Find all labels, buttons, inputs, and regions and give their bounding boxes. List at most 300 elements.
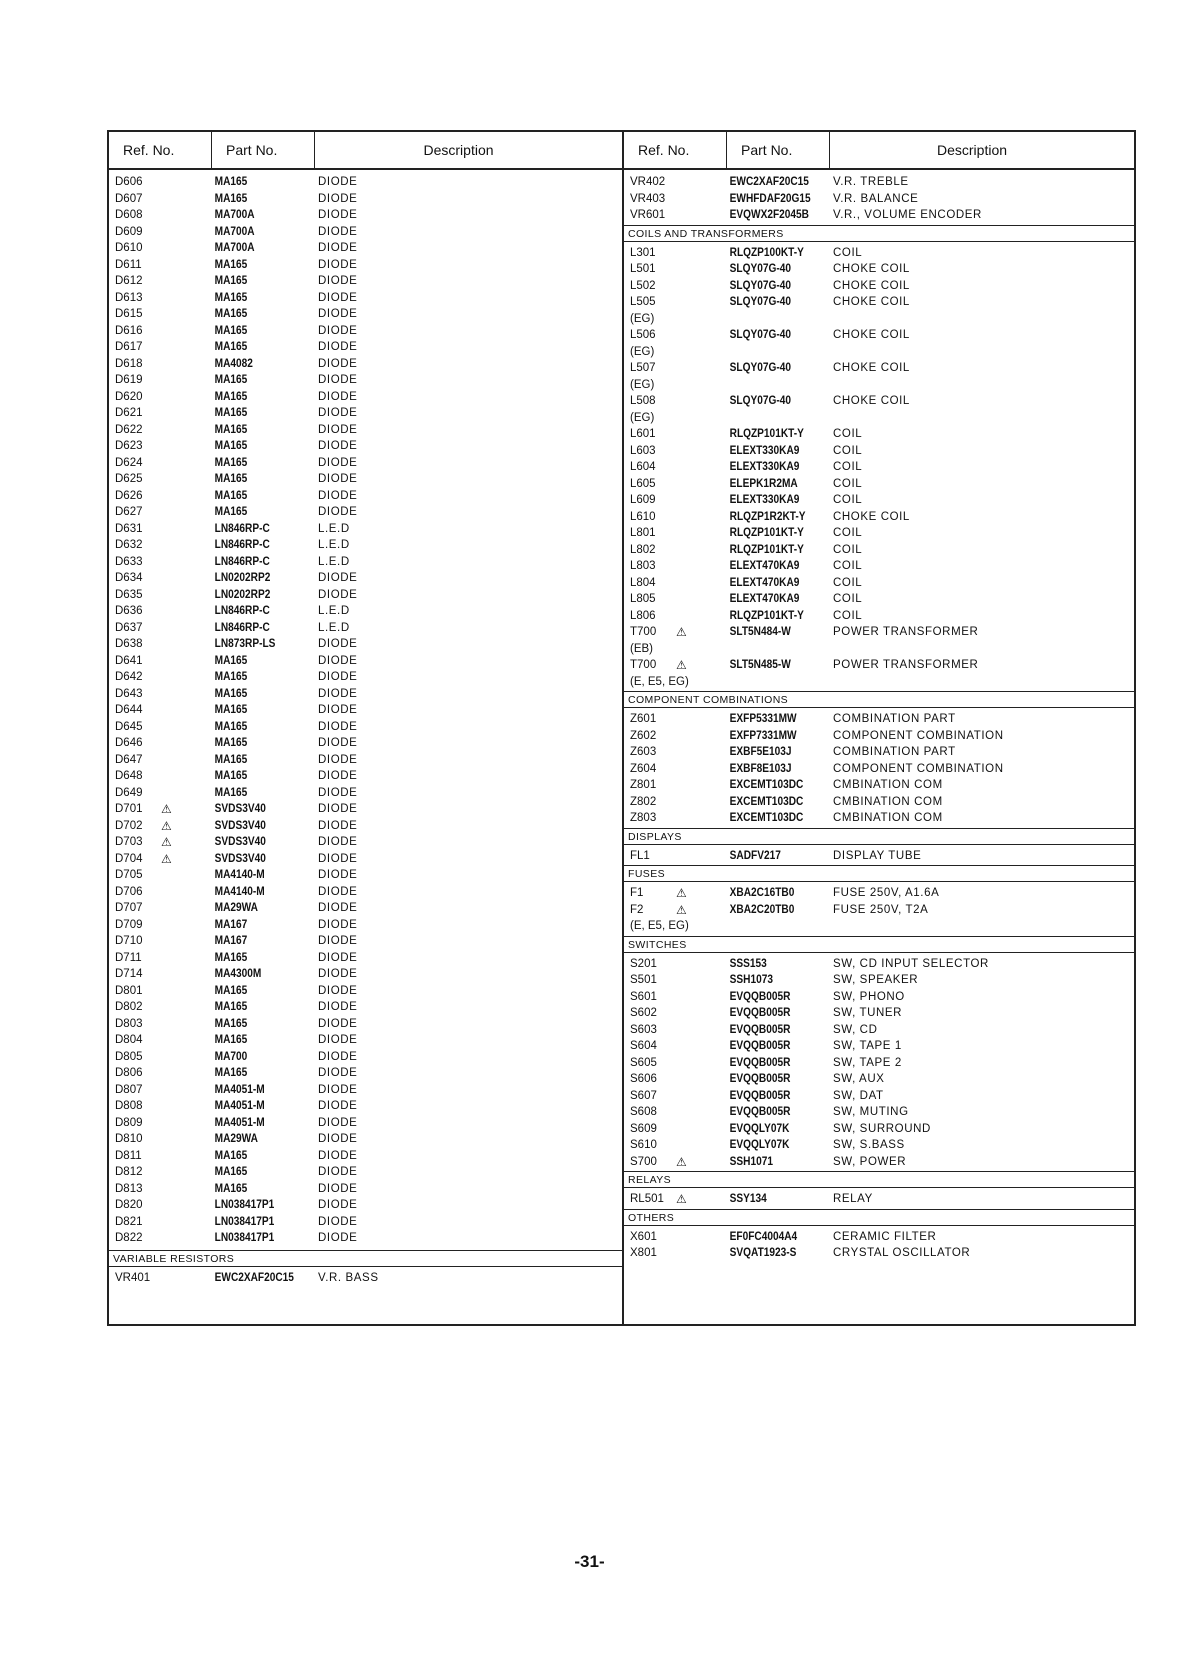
description-cell: SW, PHONO [833, 990, 905, 1003]
table-row [109, 1115, 622, 1132]
description-cell: CMBINATION COM [833, 795, 943, 808]
ref-no-cell: Z801 [630, 779, 657, 791]
description-cell: DIODE [318, 1100, 358, 1112]
table-row [109, 372, 622, 389]
ref-no-cell: D616 [115, 324, 143, 337]
description-cell: DIODE [318, 654, 358, 667]
warning-triangle-icon: ⚠ [676, 625, 687, 639]
table-row [109, 1049, 622, 1066]
part-no-cell: EXFP7331MW [729, 729, 797, 742]
ref-no-cell: T700 ⚠ [630, 625, 687, 639]
description-cell: DIODE [318, 1050, 358, 1063]
ref-no-cell: S603 [630, 1023, 657, 1036]
part-no-cell: EVQQB005R [729, 1023, 791, 1036]
description-cell: COMPONENT COMBINATION [833, 762, 1004, 775]
description-cell: COIL [833, 560, 863, 572]
table-row [624, 509, 1134, 526]
description-cell: DIODE [318, 1067, 358, 1079]
description-cell: CHOKE COIL [833, 279, 910, 292]
description-cell: DIODE [318, 638, 358, 650]
ref-no-cell: (EB) [630, 642, 653, 655]
ref-no-cell: D649 [115, 786, 143, 799]
description-cell: DIODE [318, 324, 358, 337]
part-no-cell: MA4140-M [214, 885, 265, 898]
part-no-cell: MA4051-M [214, 1083, 265, 1096]
part-no-cell: MA165 [214, 1149, 248, 1162]
ref-no-cell: D810 [115, 1133, 143, 1145]
part-no-cell: MA167 [214, 935, 248, 947]
description-cell: DIODE [318, 720, 358, 733]
part-no-cell: MA700 [214, 1050, 248, 1063]
part-no-cell: SVDS3V40 [214, 836, 266, 848]
part-no-cell: EWC2XAF20C15 [729, 176, 809, 188]
ref-no-cell: S201 [630, 957, 657, 970]
description-cell: FUSE 250V, A1.6A [833, 887, 940, 899]
table-row [109, 1016, 622, 1033]
description-cell: POWER TRANSFORMER [833, 659, 979, 671]
description-cell: SW, CD INPUT SELECTOR [833, 957, 989, 970]
description-cell: DIODE [318, 407, 358, 419]
table-row [624, 1055, 1134, 1072]
ref-no-cell: (EG) [630, 345, 655, 358]
table-row [624, 311, 1134, 328]
part-no-cell: SLQY07G-40 [729, 329, 791, 341]
ref-no-cell: L802 [630, 543, 656, 556]
table-row [624, 728, 1134, 745]
table-row [109, 933, 622, 950]
table-row [624, 794, 1134, 811]
description-cell: SW, TUNER [833, 1007, 903, 1019]
ref-no-cell: L507 [630, 362, 656, 374]
table-row [624, 207, 1134, 224]
ref-no-cell: (EG) [630, 312, 655, 325]
description-cell: L.E.D [318, 522, 350, 535]
description-cell: DIODE [318, 1182, 358, 1195]
ref-no-cell: D608 [115, 209, 143, 221]
ref-no-cell: D821 [115, 1215, 143, 1228]
description-cell: DIODE [318, 209, 358, 221]
description-cell: SW, SPEAKER [833, 974, 919, 986]
table-row [109, 653, 622, 670]
part-no-cell: SVDS3V40 [214, 819, 266, 832]
ref-no-cell: D642 [115, 671, 143, 683]
part-no-cell: MA4082 [214, 357, 253, 370]
ref-no-cell: D624 [115, 456, 143, 469]
table-row [109, 323, 622, 340]
table-row [109, 917, 622, 934]
ref-no-cell: D607 [115, 192, 143, 205]
part-no-cell: SLQY07G-40 [729, 362, 791, 374]
ref-no-cell: D710 [115, 935, 143, 947]
table-row [109, 1032, 622, 1049]
ref-no-cell: D801 [115, 984, 143, 997]
description-cell: COIL [833, 609, 863, 622]
part-no-cell: XBA2C20TB0 [729, 903, 795, 916]
table-row [109, 1164, 622, 1181]
part-no-header: Part No. [727, 132, 830, 168]
table-row [109, 224, 622, 241]
table-row [109, 950, 622, 967]
part-no-cell: MA165 [214, 984, 248, 997]
ref-no-cell: L505 [630, 296, 656, 308]
description-cell: COIL [833, 444, 863, 457]
description-cell [830, 641, 1134, 658]
description-cell: DIODE [318, 1001, 358, 1013]
part-no-cell: MA700A [214, 209, 255, 221]
ref-no-cell: D706 [115, 885, 143, 898]
part-no-cell: RLQZP100KT-Y [729, 246, 804, 259]
description-cell: COIL [833, 543, 863, 556]
table-row [109, 339, 622, 356]
ref-no-cell: D714 [115, 968, 143, 980]
ref-no-cell: D709 [115, 918, 143, 931]
part-no-cell: LN846RP-C [214, 621, 270, 634]
description-cell: DIODE [318, 1215, 358, 1228]
ref-no-cell: D820 [115, 1199, 143, 1211]
ref-no-cell: S607 [630, 1089, 657, 1102]
part-no-cell: EXBF5E103J [729, 746, 792, 758]
right-body [624, 170, 1134, 1262]
ref-no-cell: D612 [115, 275, 143, 287]
ref-no-cell: D711 [115, 951, 142, 964]
part-no-cell: SLT5N485-W [729, 659, 791, 671]
table-row [624, 956, 1134, 973]
description-cell: V.R., VOLUME ENCODER [833, 209, 982, 221]
description-cell [830, 377, 1134, 394]
table-row [624, 1229, 1134, 1246]
description-cell: SW, MUTING [833, 1106, 909, 1118]
description-cell: COIL [833, 461, 863, 473]
description-cell: DIODE [318, 885, 358, 898]
part-no-cell: MA4051-M [214, 1116, 265, 1129]
description-cell: DIODE [318, 390, 358, 403]
part-no-cell: EXCEMT103DC [729, 779, 804, 791]
warning-triangle-icon: ⚠ [161, 835, 172, 849]
ref-no-cell: (EG) [630, 378, 655, 391]
description-cell: DIODE [318, 803, 358, 815]
section-heading: COILS AND TRANSFORMERS [624, 225, 1134, 242]
part-no-cell: LN038417P1 [214, 1199, 275, 1211]
description-cell: COIL [833, 527, 863, 539]
table-row [624, 426, 1134, 443]
part-no-cell: LN846RP-C [214, 605, 270, 617]
description-cell [830, 311, 1134, 328]
part-no-cell: MA165 [214, 1067, 248, 1079]
table-row [624, 1104, 1134, 1121]
description-cell: COIL [833, 494, 863, 506]
table-row [109, 240, 622, 257]
description-cell: COIL [833, 593, 863, 605]
ref-no-cell: D620 [115, 390, 143, 403]
table-row [109, 1098, 622, 1115]
part-no-cell: EVQQB005R [729, 1056, 791, 1069]
ref-no-cell: X601 [630, 1230, 657, 1243]
table-row [624, 711, 1134, 728]
description-cell: DIODE [318, 951, 358, 964]
part-no-cell: EWC2XAF20C15 [214, 1271, 294, 1284]
part-no-cell [727, 918, 818, 935]
table-row [109, 735, 622, 752]
description-cell: CHOKE COIL [833, 510, 910, 523]
ref-no-cell: T700 ⚠ [630, 658, 687, 672]
part-no-cell: SVQAT1923-S [729, 1247, 797, 1259]
part-no-cell: SSH1071 [729, 1155, 773, 1168]
part-no-cell [727, 641, 818, 658]
description-cell: DIODE [318, 1149, 358, 1162]
ref-no-cell: Z604 [630, 762, 657, 775]
warning-triangle-icon: ⚠ [676, 1192, 687, 1206]
table-row [109, 570, 622, 587]
table-row [109, 768, 622, 785]
ref-no-cell: Z802 [630, 795, 657, 808]
table-row [624, 443, 1134, 460]
table-row [109, 1270, 622, 1287]
description-cell: CMBINATION COM [833, 779, 943, 791]
table-row [624, 608, 1134, 625]
ref-no-cell: D803 [115, 1017, 143, 1030]
description-cell: DIODE [318, 374, 358, 386]
table-row [624, 848, 1134, 865]
table-row [109, 1148, 622, 1165]
description-cell: DIODE [318, 819, 358, 832]
description-cell: COIL [833, 246, 863, 259]
table-row [624, 1191, 1134, 1208]
part-no-cell: EVQQB005R [729, 1007, 791, 1019]
right-header [624, 132, 1134, 170]
part-no-cell: SLQY07G-40 [729, 263, 791, 275]
table-row [109, 1214, 622, 1231]
ref-no-cell: D621 [115, 407, 143, 419]
part-no-cell: EF0FC4004A4 [729, 1230, 798, 1243]
part-no-cell: MA165 [214, 489, 248, 502]
part-no-cell: MA165 [214, 1166, 248, 1178]
description-cell: DIODE [318, 258, 358, 271]
description-cell: COIL [833, 477, 863, 490]
ref-no-cell: D636 [115, 605, 143, 617]
ref-no-cell: D805 [115, 1050, 143, 1063]
part-no-cell: EXCEMT103DC [729, 795, 804, 808]
ref-no-cell: L506 [630, 329, 656, 341]
part-no-cell: EXFP5331MW [729, 713, 797, 725]
table-row [109, 801, 622, 818]
description-cell: SW, CD [833, 1023, 878, 1036]
part-no-cell: SSY134 [729, 1193, 767, 1205]
table-row [624, 174, 1134, 191]
table-row [109, 1082, 622, 1099]
part-no-cell: SLQY07G-40 [729, 279, 791, 292]
table-row [624, 902, 1134, 919]
description-cell: DIODE [318, 737, 358, 749]
part-no-cell: ELEXT470KA9 [729, 560, 800, 572]
description-cell: DIODE [318, 308, 358, 320]
part-no-cell: EVQQLY07K [729, 1139, 790, 1151]
part-no-cell: MA165 [214, 1182, 248, 1195]
part-no-cell: MA165 [214, 308, 248, 320]
description-cell: V.R. BALANCE [833, 192, 919, 205]
ref-no-cell: VR601 [630, 209, 666, 221]
part-no-cell: LN846RP-C [214, 555, 270, 568]
part-no-cell [727, 311, 818, 328]
ref-no-cell: D606 [115, 176, 143, 188]
ref-no-cell: D623 [115, 440, 143, 452]
table-row [624, 558, 1134, 575]
table-row [624, 393, 1134, 410]
ref-no-cell: S601 [630, 990, 657, 1003]
table-row [624, 1022, 1134, 1039]
description-cell: DIODE [318, 176, 358, 188]
table-row [624, 1005, 1134, 1022]
part-no-cell: MA165 [214, 423, 248, 436]
description-cell: DIODE [318, 1232, 358, 1244]
ref-no-cell: L805 [630, 593, 656, 605]
ref-no-header: Ref. No. [624, 132, 727, 168]
part-no-cell: LN038417P1 [214, 1232, 275, 1244]
part-no-cell: MA165 [214, 291, 248, 304]
table-row [624, 657, 1134, 674]
table-row [624, 245, 1134, 262]
table-row [109, 504, 622, 521]
table-row [624, 918, 1134, 935]
table-row [624, 492, 1134, 509]
ref-no-cell: VR403 [630, 192, 666, 205]
section-heading: OTHERS [624, 1209, 1134, 1226]
part-no-cell: RLQZP101KT-Y [729, 543, 804, 556]
part-no-cell: RLQZP101KT-Y [729, 609, 804, 622]
description-cell: DIODE [318, 440, 358, 452]
description-cell: DIODE [318, 836, 358, 848]
table-row [109, 636, 622, 653]
description-cell: COMBINATION PART [833, 746, 956, 758]
description-cell: DIODE [318, 786, 358, 799]
ref-no-cell: Z803 [630, 812, 657, 824]
table-row [109, 257, 622, 274]
part-no-cell: MA165 [214, 1001, 248, 1013]
description-cell: CRYSTAL OSCILLATOR [833, 1247, 971, 1259]
part-no-cell: MA165 [214, 473, 248, 485]
warning-triangle-icon: ⚠ [161, 802, 172, 816]
ref-no-cell: D632 [115, 539, 143, 551]
ref-no-cell: S604 [630, 1040, 657, 1052]
description-cell: DIODE [318, 1017, 358, 1030]
table-row [624, 344, 1134, 361]
table-row [109, 686, 622, 703]
description-cell: DIODE [318, 225, 358, 238]
description-cell: DIODE [318, 704, 358, 716]
ref-no-cell: L610 [630, 510, 656, 523]
warning-triangle-icon: ⚠ [676, 902, 687, 917]
ref-no-cell: D646 [115, 737, 143, 749]
part-no-cell: RLQZP1R2KT-Y [729, 510, 806, 523]
part-no-cell: MA29WA [214, 902, 258, 914]
description-cell: CHOKE COIL [833, 296, 910, 308]
table-row [624, 1038, 1134, 1055]
description-cell: POWER TRANSFORMER [833, 626, 979, 638]
table-row [109, 719, 622, 736]
table-row [109, 669, 622, 686]
table-row [109, 455, 622, 472]
ref-no-cell: F1 ⚠ [630, 886, 687, 900]
page-number: -31- [574, 1552, 605, 1571]
ref-no-cell: D619 [115, 374, 143, 386]
part-no-cell: EVQQLY07K [729, 1122, 790, 1135]
ref-no-cell: D809 [115, 1116, 143, 1129]
description-cell: DIODE [318, 242, 358, 254]
part-no-cell: MA165 [214, 374, 248, 386]
part-no-cell: EXCEMT103DC [729, 812, 804, 824]
ref-no-cell: D613 [115, 291, 143, 304]
description-cell: DIODE [318, 687, 358, 700]
description-cell: DIODE [318, 192, 358, 205]
part-no-cell: MA4051-M [214, 1100, 265, 1112]
table-row [624, 810, 1134, 827]
part-no-cell: EVQWX2F2045B [729, 209, 809, 221]
part-no-cell: SLT5N484-W [729, 626, 791, 638]
table-row [109, 851, 622, 868]
ref-no-cell: D637 [115, 621, 143, 634]
part-no-cell: MA165 [214, 1017, 248, 1030]
ref-no-cell: L508 [630, 395, 656, 407]
ref-no-cell: D644 [115, 704, 143, 716]
description-cell: CHOKE COIL [833, 263, 910, 275]
ref-no-cell: L609 [630, 494, 656, 506]
part-no-cell: EVQQB005R [729, 1073, 791, 1085]
description-cell: SW, TAPE 2 [833, 1056, 902, 1069]
description-cell: DIODE [318, 1116, 358, 1129]
part-no-cell: MA700A [214, 225, 255, 238]
description-cell: DIODE [318, 852, 358, 865]
section-heading: VARIABLE RESISTORS [109, 1250, 622, 1267]
table-row [624, 278, 1134, 295]
part-no-cell: ELEXT330KA9 [729, 444, 800, 457]
table-row [624, 777, 1134, 794]
ref-no-cell: S608 [630, 1106, 657, 1118]
ref-no-cell: VR401 [115, 1271, 151, 1284]
ref-no-cell: L806 [630, 609, 656, 622]
table-row [109, 587, 622, 604]
table-row [624, 591, 1134, 608]
ref-no-cell: S605 [630, 1056, 657, 1069]
part-no-cell: LN0202RP2 [214, 572, 271, 584]
table-row [109, 273, 622, 290]
table-row [109, 521, 622, 538]
table-row [109, 537, 622, 554]
ref-no-cell: D701 ⚠ [115, 802, 172, 816]
part-no-cell: MA700A [214, 242, 255, 254]
section-heading: COMPONENT COMBINATIONS [624, 691, 1134, 708]
ref-no-cell: D707 [115, 902, 143, 914]
table-row [109, 554, 622, 571]
table-row [109, 603, 622, 620]
ref-no-cell: (E, E5, EG) [630, 675, 689, 688]
description-cell: DIODE [318, 572, 358, 584]
part-no-cell: XBA2C16TB0 [729, 887, 795, 899]
part-no-cell [727, 410, 818, 427]
part-no-cell: SVDS3V40 [214, 852, 266, 865]
table-row [109, 999, 622, 1016]
table-row [624, 972, 1134, 989]
right-column [624, 132, 1134, 1324]
part-no-cell: SLQY07G-40 [729, 296, 791, 308]
description-cell: DIODE [318, 671, 358, 683]
part-no-cell: LN038417P1 [214, 1215, 275, 1228]
ref-no-cell: D808 [115, 1100, 143, 1112]
part-no-cell: MA165 [214, 192, 248, 205]
ref-no-cell: D806 [115, 1067, 143, 1079]
table-row [109, 290, 622, 307]
ref-no-cell: D618 [115, 357, 143, 370]
description-cell: DIODE [318, 473, 358, 485]
description-cell: DISPLAY TUBE [833, 849, 922, 862]
